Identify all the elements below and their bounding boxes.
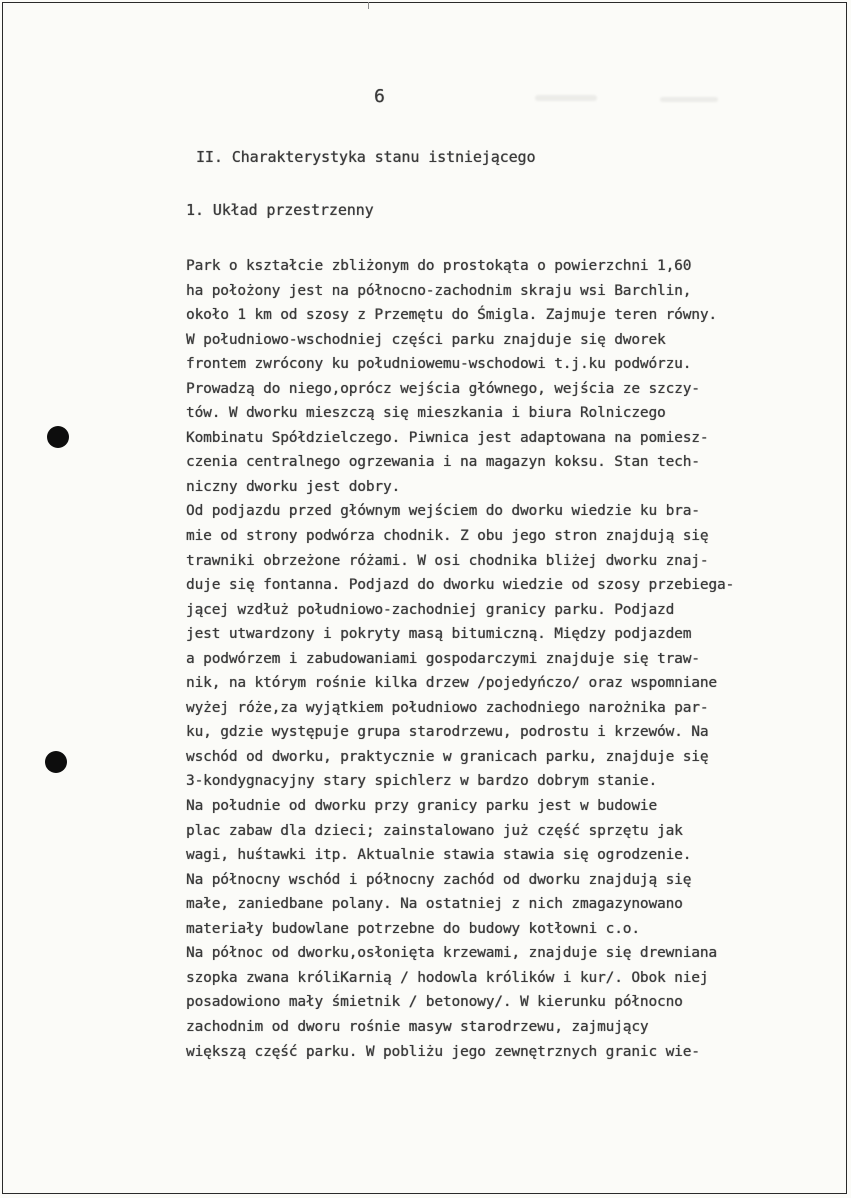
text-line: szopka zwana króliKarnią / hodowla królików i kur/. Obok niej: [186, 969, 709, 986]
text-line: jącej wzdłuż południowo-zachodniej granicy parku. Podjazd: [186, 601, 675, 618]
faint-smudge: [660, 97, 718, 102]
text-line: materiały budowlane potrzebne do budowy kotłowni c.o.: [186, 920, 640, 937]
text-line: wyżej róże,za wyjątkiem południowo zachodniego narożnika par-: [186, 699, 709, 716]
text-line: około 1 km od szosy z Przemętu do Śmigla. Zajmuje teren równy.: [186, 307, 717, 324]
faint-smudge: [535, 95, 597, 101]
text-line: małe, zaniedbane polany. Na ostatniej z nich zmagazynowano: [186, 896, 683, 913]
text-line: czenia centralnego ogrzewania i na magazyn koksu. Stan tech-: [186, 454, 700, 471]
text-line: Na północny wschód i północny zachód od dworku znajdują się: [186, 871, 692, 888]
text-line: frontem zwrócony ku południowemu-wschodowi t.j.ku podwórzu.: [186, 356, 692, 373]
text-line: mie od strony podwórza chodnik. Z obu jego stron znajdują się: [186, 528, 709, 545]
text-line: duje się fontanna. Podjazd do dworku wiedzie od szosy przebiega-: [186, 577, 735, 594]
text-line: trawniki obrzeżone różami. W osi chodnika bliżej dworku znaj-: [186, 552, 709, 569]
text-line: zachodnim od dworu rośnie masyw starodrzewu, zajmujący: [186, 1018, 649, 1035]
text-line: plac zabaw dla dzieci; zainstalowano już część sprzętu jak: [186, 822, 683, 839]
subsection-heading: 1. Układ przestrzenny: [186, 201, 374, 219]
body-text: [186, 254, 846, 1064]
text-line: Park o kształcie zbliżonym do prostokąta o powierzchni 1,60: [186, 258, 692, 274]
edge-mark: [368, 2, 369, 9]
text-line: Na północ od dworku,osłonięta krzewami, znajduje się drewniana: [186, 945, 717, 962]
section-heading: II. Charakterystyka stanu istniejącego: [196, 148, 536, 166]
text-line: tów. W dworku mieszczą się mieszkania i biura Rolniczego: [186, 405, 666, 422]
text-line: Prowadzą do niego,oprócz wejścia głównego, wejścia ze szczy-: [186, 380, 700, 397]
page-number: 6: [374, 86, 385, 107]
text-line: W południowo-wschodniej części parku znajduje się dworek: [186, 331, 666, 348]
punch-hole-bottom: [45, 751, 67, 773]
text-line: Na południe od dworku przy granicy parku jest w budowie: [186, 798, 658, 815]
text-line: wschód od dworku, praktycznie w granicach parku, znajduje się: [186, 748, 709, 765]
text-line: Kombinatu Spółdzielczego. Piwnica jest adaptowana na pomiesz-: [186, 429, 709, 446]
text-line: ku, gdzie występuje grupa starodrzewu, podrostu i krzewów. Na: [186, 724, 709, 741]
text-line: niczny dworku jest dobry.: [186, 478, 401, 495]
text-line: jest utwardzony i pokryty masą bitumiczną. Między podjazdem: [186, 626, 692, 643]
text-line: wagi, huśtawki itp. Aktualnie stawia stawia się ogrodzenie.: [186, 847, 692, 864]
text-line: ha położony jest na północno-zachodnim skraju wsi Barchlin,: [186, 282, 692, 299]
text-line: nik, na którym rośnie kilka drzew /pojedyńczo/ oraz wspomniane: [186, 675, 717, 692]
text-line: a podwórzem i zabudowaniami gospodarczymi znajduje się traw-: [186, 650, 700, 667]
text-line: większą część parku. W pobliżu jego zewnętrznych granic wie-: [186, 1043, 700, 1060]
text-line: 3-kondygnacyjny stary spichlerz w bardzo dobrym stanie.: [186, 773, 658, 790]
text-line: posadowiono mały śmietnik / betonowy/. W kierunku północno: [186, 994, 683, 1011]
punch-hole-top: [47, 426, 69, 448]
text-line: Od podjazdu przed głównym wejściem do dworku wiedzie ku bra-: [186, 503, 700, 520]
